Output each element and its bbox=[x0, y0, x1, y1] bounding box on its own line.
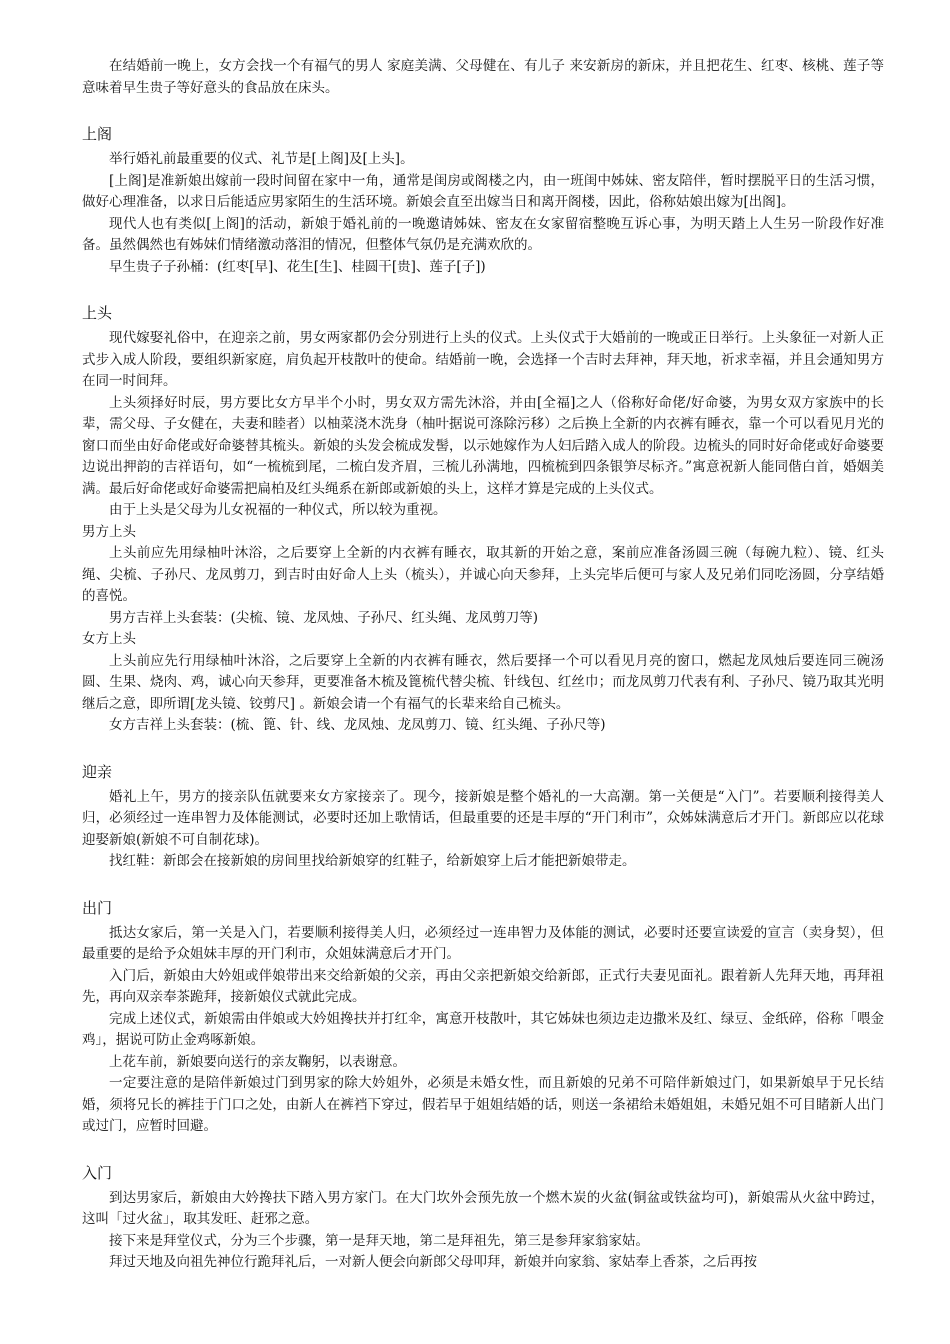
section-title: 出门 bbox=[82, 898, 113, 917]
paragraph: 上头前应先用绿柚叶沐浴，之后要穿上全新的内衣裤有睡衣，取其新的开始之意，案前应准备汤圆三碗（每碗九粒）、镜、红头绳、尖梳、子孙尺、龙凤剪刀，到吉时由好命人上头（梳头），并诚心向天参拜，上头完毕后便可与家人及兄弟们同吃汤圆，分享结婚的喜悦。 bbox=[82, 545, 884, 604]
section-5 bbox=[82, 1162, 884, 1274]
paragraph: 拜过天地及向祖先神位行跪拜礼后，一对新人便会向新郎父母叩拜，新娘并向家翁、家姑奉上香茶，之后再按 bbox=[109, 1254, 757, 1270]
paragraph: 一定要注意的是陪伴新娘过门到男家的除大妗姐外，必须是未婚女性，而且新娘的兄弟不可陪伴新娘过门，如果新娘早于兄长结婚，须将兄长的裤挂于门口之处，由新人在裤裆下穿过，假若早于姐姐结婚的话，则送一条裙给未婚姐姐，未婚兄姐不可目睹新人出门或过门，应暂时回避。 bbox=[82, 1075, 884, 1134]
section-4 bbox=[82, 897, 884, 1138]
paragraph: 早生贵子子孙桶：(红枣[早]、花生[生]、桂圆干[贵]、莲子[子]) bbox=[109, 258, 486, 275]
paragraph: 入门后，新娘由大妗姐或伴娘带出来交给新娘的父亲，再由父亲把新娘交给新郎，正式行夫妻见面礼。跟着新人先拜天地，再拜祖先，再向双亲奉茶跪拜，接新娘仪式就此完成。 bbox=[82, 967, 884, 1005]
paragraph: 举行婚礼前最重要的仪式、礼节是[上阁]及[上头]。 bbox=[109, 151, 414, 167]
sub-heading: 男方上头 bbox=[82, 523, 136, 540]
section-title: 迎亲 bbox=[82, 762, 113, 781]
paragraph: 上头前应先行用绿柚叶沐浴，之后要穿上全新的内衣裤有睡衣，然后要择一个可以看见月亮的窗口，燃起龙凤烛后要连同三碗汤圆、生果、烧肉、鸡，诚心向天参拜，更要准备木梳及篦梳代替尖梳、针线包、红丝巾；而龙凤剪刀代表有利、子孙尺、镜乃取其光明继后之意，即所谓[龙头镜、铰剪尺] 。新娘会请一个有福气的长辈来给自己梳头。 bbox=[82, 652, 884, 712]
paragraph: 到达男家后，新娘由大妗搀扶下踏入男方家门。在大门坎外会预先放一个燃木炭的火盆(铜盆或铁盆均可)，新娘需从火盆中跨过，这叫「过火盆」，取其发旺、赶邪之意。 bbox=[82, 1189, 884, 1227]
paragraph: 上头须择好时辰，男方要比女方早半个小时，男女双方需先沐浴，并由[全福]之人（俗称好命佬/好命婆，为男女双方家族中的长辈，需父母、子女健在，夫妻和睦者）以柚菜浇木洗身（柚叶据说可涤除污移）之后换上全新的内衣裤有睡衣，靠一个可以看见月光的窗口而坐由好命佬或好命婆替其梳头。新娘的头发会梳成发髻，以示她嫁作为人妇后踏入成人的阶段。边梳头的同时好命佬或好命婆要边说出押韵的吉祥语句，如“一梳梳到尾，二梳白发齐眉，三梳儿孙满地，四梳梳到四条银笋尽标齐。”寓意祝新人能同偕白首，婚姻美满。最后好命佬或好命婆需把扁柏及红头绳系在新郎或新娘的头上，这样才算是完成的上头仪式。 bbox=[82, 394, 884, 497]
paragraph: [上阁]是准新娘出嫁前一段时间留在家中一角，通常是闺房或阁楼之内，由一班闺中姊妹、密友陪伴，暂时摆脱平日的生活习惯，做好心理准备，以求日后能适应男家陌生的生活环境。新娘会直至出嫁当日和离开阁楼，因此，俗称姑娘出嫁为[出阁]。 bbox=[82, 172, 884, 210]
section-2 bbox=[82, 302, 884, 737]
sub-heading: 女方上头 bbox=[82, 631, 136, 647]
section-title: 上阁 bbox=[82, 125, 113, 143]
paragraph: 婚礼上午，男方的接亲队伍就要来女方家接亲了。现今，接新娘是整个婚礼的一大高潮。第一关便是“入门”。若要顺利接得美人归，必须经过一连串智力及体能测试，必要时还加上歌情话，但最重要的还是丰厚的“开门利市”，众姊妹满意后才开门。新郎应以花球迎娶新娘(新娘不可自制花球)。 bbox=[82, 788, 884, 848]
section-title: 入门 bbox=[82, 1163, 113, 1182]
paragraph: 接下来是拜堂仪式，分为三个步骤，第一是拜天地，第二是拜祖先，第三是参拜家翁家姑。 bbox=[109, 1232, 649, 1249]
section-3 bbox=[82, 761, 884, 873]
paragraph: 现代人也有类似[上阁]的活动，新娘于婚礼前的一晚邀请姊妹、密友在女家留宿整晚互诉心事，为明天踏上人生另一阶段作好准备。虽然偶然也有姊妹们情绪激动落泪的情况，但整体气氛仍是充满欢欣的。 bbox=[82, 215, 884, 253]
paragraph: 上花车前，新娘要向送行的亲友鞠躬，以表谢意。 bbox=[109, 1053, 406, 1070]
paragraph: 完成上述仪式，新娘需由伴娘或大妗姐搀扶并打红伞，寓意开枝散叶，其它姊妹也须边走边撒米及红、绿豆、金纸碎，俗称「喂金鸡」，据说可防止金鸡啄新娘。 bbox=[82, 1010, 884, 1048]
paragraph: 在结婚前一晚上，女方会找一个有福气的男人 家庭美满、父母健在、有儿子 来安新房的新床，并且把花生、红枣、核桃、莲子等意味着早生贵子等好意头的食品放在床头。 bbox=[82, 58, 884, 96]
section-title: 上头 bbox=[82, 304, 113, 322]
paragraph: 女方吉祥上头套装：(梳、篦、针、线、龙凤烛、龙凤剪刀、镜、红头绳、子孙尺等) bbox=[109, 717, 606, 733]
paragraph: 抵达女家后，第一关是入门，若要顺利接得美人归，必须经过一连串智力及体能的测试，必要时还要宣读爱的宣言（卖身契），但最重要的是给予众姐妹丰厚的开门利市，众姐妹满意后才开门。 bbox=[82, 924, 884, 962]
section-1 bbox=[82, 123, 884, 278]
paragraph: 由于上头是父母为儿女祝福的一种仪式，所以较为重视。 bbox=[109, 502, 447, 518]
paragraph: 男方吉祥上头套装：(尖梳、镜、龙凤烛、子孙尺、红头绳、龙凤剪刀等) bbox=[109, 609, 539, 626]
paragraph: 现代嫁娶礼俗中，在迎亲之前，男女两家都仍会分别进行上头的仪式。上头仪式于大婚前的一晚或正日举行。上头象征一对新人正式步入成人阶段，要组织新家庭，肩负起开枝散叶的使命。结婚前一晚，会选择一个吉时去拜神，拜天地，祈求幸福，并且会通知男方在同一时间拜。 bbox=[82, 330, 884, 389]
section-0 bbox=[82, 56, 884, 99]
paragraph: 找红鞋：新郎会在接新娘的房间里找给新娘穿的红鞋子，给新娘穿上后才能把新娘带走。 bbox=[109, 853, 636, 869]
